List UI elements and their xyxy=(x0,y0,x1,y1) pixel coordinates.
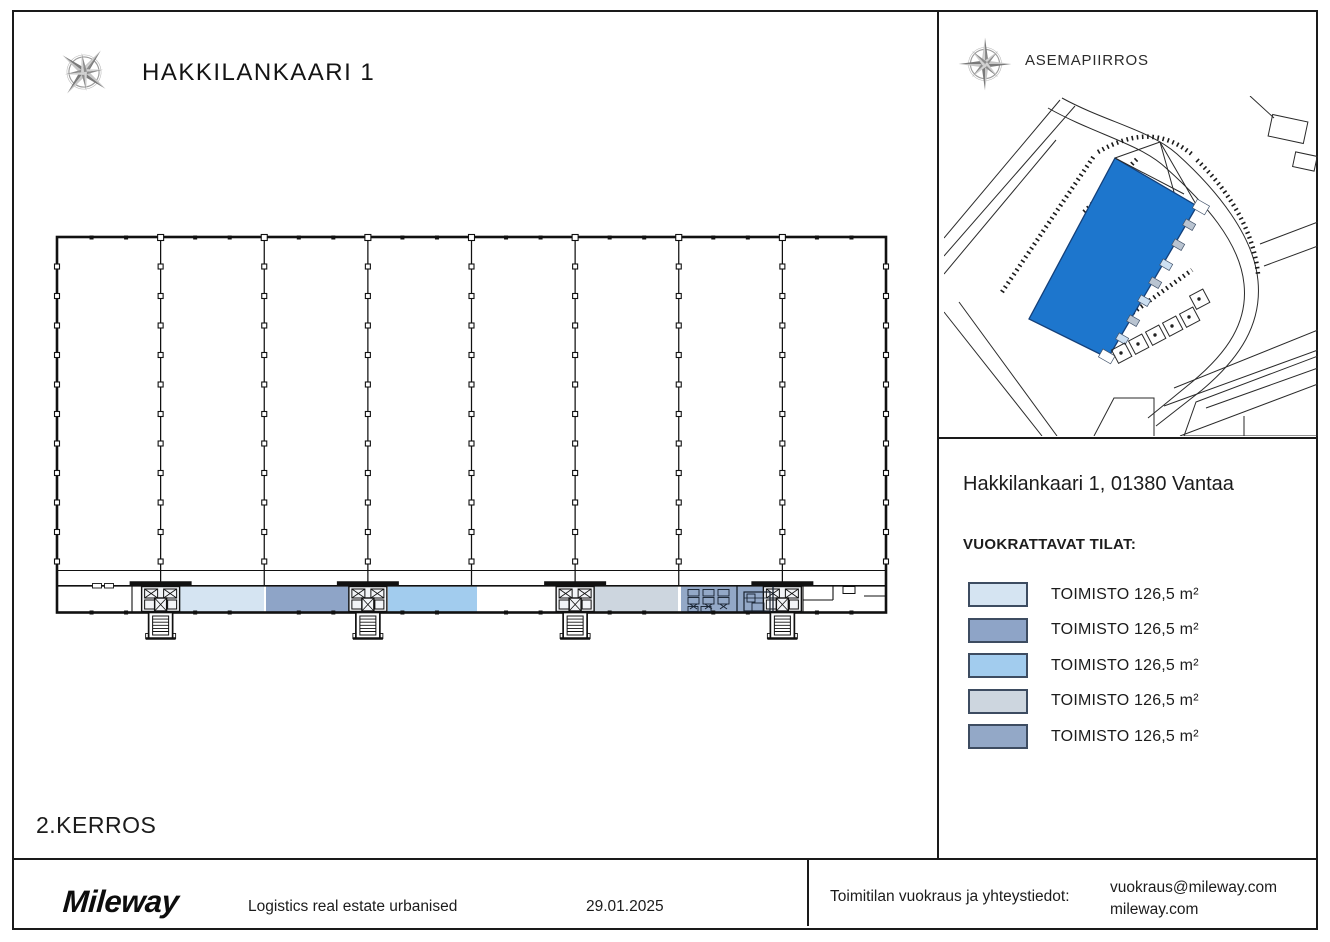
drawing-title: HAKKILANKAARI 1 xyxy=(142,59,376,86)
floor-label: 2.KERROS xyxy=(36,812,157,838)
legend-row xyxy=(968,724,1199,749)
legend-row xyxy=(968,653,1199,678)
legend xyxy=(968,582,1199,760)
legend-swatch xyxy=(968,582,1028,607)
legend-swatch xyxy=(968,724,1028,749)
legend-label: TOIMISTO 126,5 m² xyxy=(1051,656,1199,674)
north-compass-icon xyxy=(957,36,1013,92)
legend-swatch xyxy=(968,618,1028,643)
legend-row xyxy=(968,582,1199,607)
legend-label: TOIMISTO 126,5 m² xyxy=(1051,585,1199,603)
tagline: Logistics real estate urbanised xyxy=(248,898,458,915)
legend-swatch xyxy=(968,689,1028,714)
legend-label: TOIMISTO 126,5 m² xyxy=(1051,727,1199,745)
legend-label: TOIMISTO 126,5 m² xyxy=(1051,621,1199,638)
contact-website: mileway.com xyxy=(1110,901,1199,918)
site-map-drawing xyxy=(944,96,1318,436)
date: 29.01.2025 xyxy=(586,898,664,915)
legend-row xyxy=(968,689,1199,714)
legend-swatch xyxy=(968,653,1028,678)
contact-label: Toimitilan vuokraus ja yhteystiedot: xyxy=(830,888,1070,905)
legend-title: VUOKRATTAVAT TILAT: xyxy=(963,536,1137,553)
legend-row xyxy=(968,618,1199,643)
contact-email: vuokraus@mileway.com xyxy=(1110,879,1278,896)
address: Hakkilankaari 1, 01380 Vantaa xyxy=(963,473,1234,495)
site-map-heading: ASEMAPIIRROS xyxy=(1025,52,1149,69)
mileway-logo: Mileway xyxy=(61,884,180,919)
legend-label: TOIMISTO 126,5 m² xyxy=(1051,692,1199,709)
